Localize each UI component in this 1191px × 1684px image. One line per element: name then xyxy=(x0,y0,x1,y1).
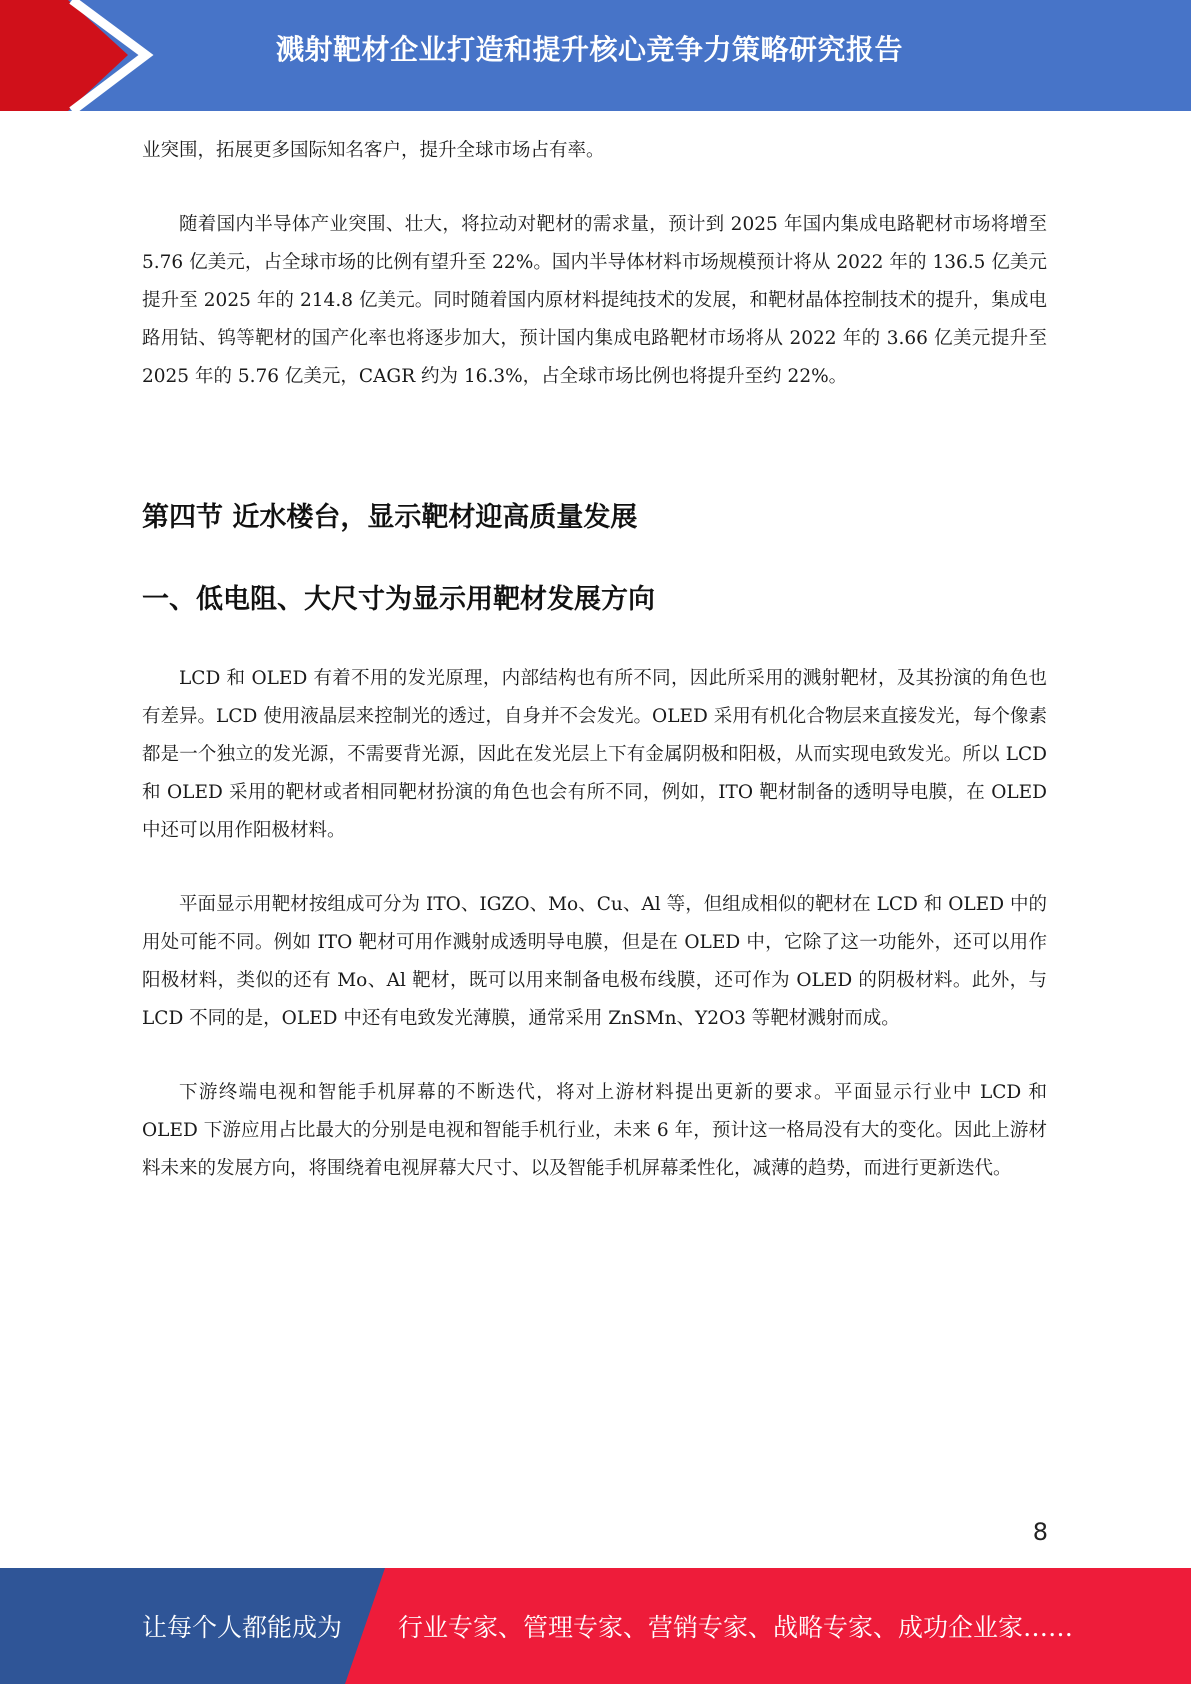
header-chevron-icon xyxy=(0,0,160,111)
paragraph-continuation: 业突围，拓展更多国际知名客户，提升全球市场占有率。 xyxy=(142,140,605,161)
paragraph-flat-panel-targets: 平面显示用靶材按组成可分为 ITO、IGZO、Mo、Cu、Al 等，但组成相似的靶材在 LCD 和 OLED 中的用处可能不同。例如 ITO 靶材可用作溅射成透明导电膜，但是在 OLED 中，它除了这一功能外，还可以用作阳极材料，类似的还有 Mo、Al 靶材，既可以用来制备电极布线膜，还可作为 OLED 的阴极材料。此外，与 LCD 不同的是，OLED 中还有电致发光薄膜，通常采用 ZnSMn、Y2O3 等靶材溅射而成。 xyxy=(142,894,1047,1029)
sub-heading: 一、低电阻、大尺寸为显示用靶材发展方向 xyxy=(142,584,655,615)
paragraph-downstream-trends: 下游终端电视和智能手机屏幕的不断迭代，将对上游材料提出更新的要求。平面显示行业中 LCD 和 OLED 下游应用占比最大的分别是电视和智能手机行业，未来 6 年，预计这一格局没有大的变化。因此上游材料未来的发展方向，将围绕着电视屏幕大尺寸、以及智能手机屏幕柔性化，减薄的趋势，而进行更新迭代。 xyxy=(142,1082,1047,1179)
paragraph-domestic-market: 随着国内半导体产业突围、壮大，将拉动对靶材的需求量，预计到 2025 年国内集成电路靶材市场将增至 5.76 亿美元，占全球市场的比例有望升至 22%。国内半导体材料市场规模预计将从 2022 年的 136.5 亿美元提升至 2025 年的 214.8 亿美元。同时随着国内原材料提纯技术的发展，和靶材晶体控制技术的提升，集成电路用钴、钨等靶材的国产化率也将逐步加大，预计国内集成电路靶材市场将从 2022 年的 3.66 亿美元提升至 2025 年的 5.76 亿美元，CAGR 约为 16.3%，占全球市场比例也将提升至约 22%。 xyxy=(142,214,1047,387)
footer-slogan-left: 让每个人都能成为 xyxy=(142,1613,343,1642)
page-number: 8 xyxy=(1032,1518,1048,1546)
paragraph-lcd-oled: LCD 和 OLED 有着不用的发光原理，内部结构也有所不同，因此所采用的溅射靶材，及其扮演的角色也有差异。LCD 使用液晶层来控制光的透过，自身并不会发光。OLED 采用有机化合物层来直接发光，每个像素都是一个独立的发光源，不需要背光源，因此在发光层上下有金属阴极和阳极，从而实现电致发光。所以 LCD 和 OLED 采用的靶材或者相同靶材扮演的角色也会有所不同，例如，ITO 靶材制备的透明导电膜，在 OLED 中还可以用作阳极材料。 xyxy=(142,668,1047,841)
footer-slogan-right: 行业专家、管理专家、营销专家、战略专家、成功企业家…… xyxy=(398,1613,1074,1642)
section-heading: 第四节 近水楼台，显示靶材迎高质量发展 xyxy=(142,502,638,533)
report-title: 溅射靶材企业打造和提升核心竞争力策略研究报告 xyxy=(276,33,904,66)
page-header xyxy=(0,0,1191,111)
page-footer xyxy=(0,1568,1191,1684)
page-content xyxy=(142,132,1047,1188)
